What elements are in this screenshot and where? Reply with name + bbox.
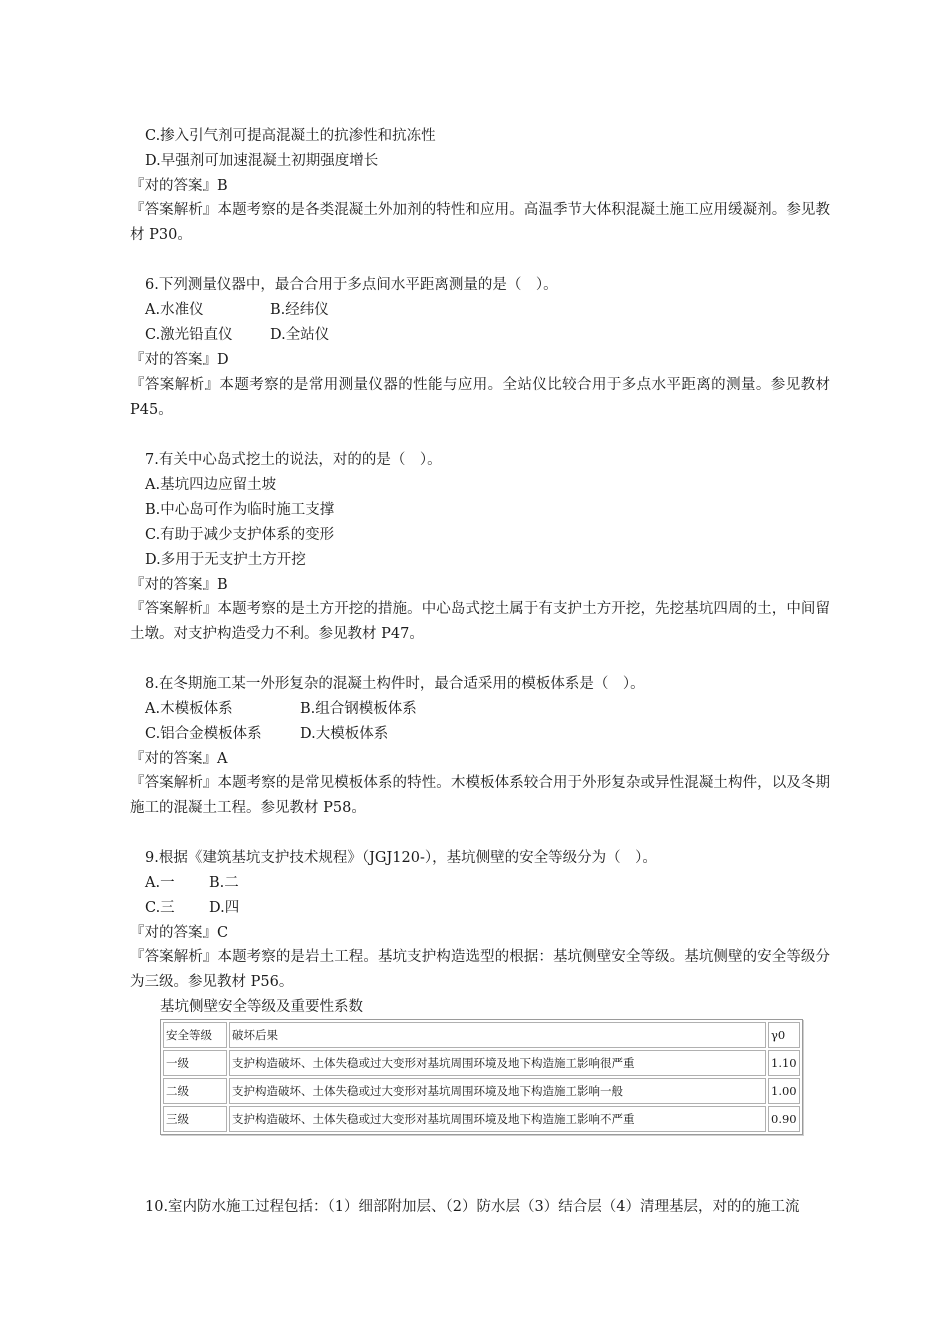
table-cell-gamma: 0.90 (768, 1106, 800, 1132)
q6-option-d: D.全站仪 (270, 327, 330, 343)
q9-option-d: D.四 (209, 900, 240, 916)
table-cell-gamma: 1.00 (768, 1078, 800, 1104)
q7-option-c: C.有助于减少支护体系的变形 (145, 527, 335, 543)
q8-option-a: A.木模板体系 (145, 701, 233, 717)
q6-option-b: B.经纬仪 (270, 302, 329, 318)
table-cell-consequence: 支护构造破坏、土体失稳或过大变形对基坑周围环境及地下构造施工影响不严重 (229, 1106, 766, 1132)
q5-answer: 『对的答案』B (130, 178, 228, 194)
table-cell-grade: 二级 (163, 1078, 227, 1104)
table-caption: 基坑侧壁安全等级及重要性系数 (160, 999, 363, 1015)
safety-grade-table (160, 1019, 803, 1135)
table-cell-consequence: 支护构造破坏、土体失稳或过大变形对基坑周围环境及地下构造施工影响一般 (229, 1078, 766, 1104)
q8-stem: 8.在冬期施工某一外形复杂的混凝土构件时，最合适采用的模板体系是（ ）。 (145, 676, 645, 692)
q6-answer: 『对的答案』D (130, 352, 229, 368)
q7-stem: 7.有关中心岛式挖土的说法，对的的是（ ）。 (145, 452, 442, 468)
q8-option-c: C.铝合金模板体系 (145, 726, 262, 742)
table-cell-grade: 一级 (163, 1050, 227, 1076)
q5-analysis: 『答案解析』本题考察的是各类混凝土外加剂的特性和应用。高温季节大体积混凝土施工应用缓凝剂。参见教材 P30。 (130, 202, 830, 243)
q7-option-b: B.中心岛可作为临时施工支撑 (145, 502, 335, 518)
q10-stem: 10.室内防水施工过程包括：（1）细部附加层、（2）防水层（3）结合层（4）清理基层，对的的施工流 (145, 1199, 800, 1215)
table-header-cell: 安全等级 (163, 1022, 227, 1048)
table-header-row (163, 1022, 800, 1048)
table-row (163, 1106, 800, 1132)
q6-analysis: 『答案解析』本题考察的是常用测量仪器的性能与应用。全站仪比较合用于多点水平距离的测量。参见教材 P45。 (130, 377, 830, 418)
q7-analysis: 『答案解析』本题考察的是土方开挖的措施。中心岛式挖土属于有支护土方开挖，先挖基坑四周的土，中间留土墩。对支护构造受力不利。参见教材 P47。 (130, 601, 830, 642)
table-cell-consequence: 支护构造破坏、土体失稳或过大变形对基坑周围环境及地下构造施工影响很严重 (229, 1050, 766, 1076)
table-cell-gamma: 1.10 (768, 1050, 800, 1076)
table-header-cell: 破坏后果 (229, 1022, 766, 1048)
q6-stem: 6.下列测量仪器中，最合合用于多点间水平距离测量的是（ ）。 (145, 277, 558, 293)
q8-option-d: D.大模板体系 (300, 726, 389, 742)
q9-option-b: B.二 (209, 875, 239, 891)
q8-answer: 『对的答案』A (130, 751, 228, 767)
q9-answer: 『对的答案』C (130, 925, 229, 941)
q9-option-c: C.三 (145, 900, 175, 916)
q5-option-c: C.掺入引气剂可提高混凝土的抗渗性和抗冻性 (145, 128, 436, 144)
q6-option-c: C.激光铅直仪 (145, 327, 233, 343)
table-row (163, 1078, 800, 1104)
q9-stem: 9.根据《建筑基坑支护技术规程》（JGJ120-），基坑侧壁的安全等级分为（ ）。 (145, 850, 657, 866)
q8-analysis: 『答案解析』本题考察的是常见模板体系的特性。木模板体系较合用于外形复杂或异性混凝土构件，以及冬期施工的混凝土工程。参见教材 P58。 (130, 775, 830, 816)
q7-option-d: D.多用于无支护土方开挖 (145, 552, 306, 568)
table-cell-grade: 三级 (163, 1106, 227, 1132)
q6-option-a: A.水准仪 (145, 302, 204, 318)
q9-option-a: A.一 (145, 875, 175, 891)
q5-option-d: D.早强剂可加速混凝土初期强度增长 (145, 153, 379, 169)
table-row (163, 1050, 800, 1076)
q8-option-b: B.组合钢模板体系 (300, 701, 417, 717)
q7-option-a: A.基坑四边应留土坡 (145, 477, 277, 493)
q9-analysis: 『答案解析』本题考察的是岩土工程。基坑支护构造选型的根据：基坑侧壁安全等级。基坑侧壁的安全等级分为三级。参见教材 P56。 (130, 949, 830, 990)
table-header-cell: γ0 (768, 1022, 800, 1048)
q7-answer: 『对的答案』B (130, 577, 228, 593)
